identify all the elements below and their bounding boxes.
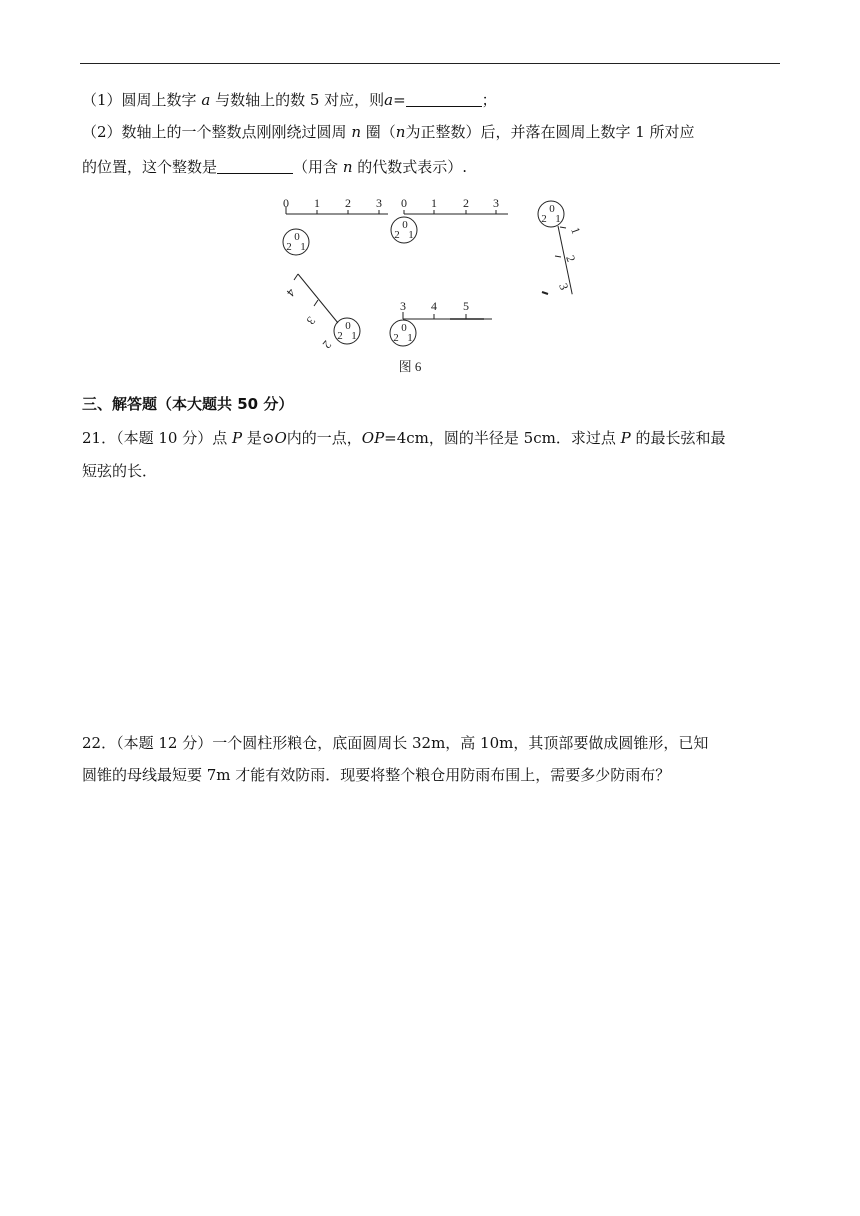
question-21-line-1 — [82, 428, 726, 448]
q2-text-pre: （2）数轴上的一个整数点刚刚绕过圆周 — [82, 123, 347, 141]
circle5-label-right: 1 — [407, 332, 413, 344]
q2-l2-text-mid: （用含 — [293, 158, 339, 176]
q21-var-p-2: P — [620, 429, 631, 447]
circle4-label-right: 1 — [351, 330, 357, 342]
q2-l2-var-n: n — [342, 158, 353, 176]
circle3-label-top: 0 — [549, 203, 555, 215]
q2-l2-text-end: 的代数式表示）. — [357, 158, 468, 176]
axis4-tick-4: 4 — [283, 285, 299, 300]
axis5-tick-3: 3 — [400, 299, 406, 313]
q2-l2-text-pre: 的位置，这个整数是 — [82, 158, 218, 176]
q21-var-op: OP — [361, 429, 385, 447]
circle1-label-top: 0 — [294, 231, 300, 243]
q21-text-end: 的最长弦和最 — [635, 429, 726, 447]
circle3-label-left: 2 — [541, 213, 547, 225]
q2-text-mid: 圈（ — [365, 123, 396, 141]
axis5-tick-4: 4 — [431, 299, 437, 313]
section-heading: 三、解答题（本大题共 50 分） — [82, 395, 294, 413]
circle5-label-top: 0 — [401, 322, 407, 334]
q21-var-o: O — [274, 429, 287, 447]
q1-var-a: a — [201, 91, 211, 109]
axis1-tick-3: 3 — [376, 196, 382, 210]
axis1-tick-2: 2 — [345, 196, 351, 210]
answer-blank-1[interactable] — [406, 91, 482, 107]
question-20-part-2-line-2 — [82, 157, 467, 177]
q21-text-mid2: 内的一点， — [286, 429, 362, 447]
question-22-line-2: 圆锥的母线最短要 7m 才能有效防雨．现要将整个粮仓用防雨布围上，需要多少防雨布？ — [82, 766, 671, 784]
q1-a-eq: a= — [384, 91, 406, 109]
question-20-part-1 — [82, 90, 497, 110]
circle3-label-right: 1 — [555, 213, 561, 225]
header-rule — [80, 63, 780, 64]
q1-text-mid: 与数轴上的数 5 对应，则 — [215, 91, 385, 109]
circle1-label-left: 2 — [286, 241, 292, 253]
q21-text-pre: 21．（本题 10 分）点 — [82, 429, 228, 447]
axis5-tick-5: 5 — [463, 299, 469, 313]
circle2-label-left: 2 — [394, 229, 400, 241]
q1-text-end: ； — [481, 91, 497, 109]
figure-caption: 图 6 — [398, 359, 422, 374]
figure-6 — [270, 190, 600, 380]
axis1-tick-0: 0 — [283, 196, 289, 210]
circle4-label-left: 2 — [337, 330, 343, 342]
q21-text-mid3: =4cm，圆的半径是 5cm．求过点 — [384, 429, 616, 447]
axis2-tick-1: 1 — [431, 196, 437, 210]
question-21-line-2: 短弦的长． — [82, 462, 158, 480]
q2-var-n: n — [351, 123, 361, 141]
axis3-tick-3: 3 — [556, 281, 572, 292]
axis3-tick-2: 2 — [563, 253, 579, 264]
axis4-tick-3: 3 — [303, 313, 319, 328]
q2-text-end: 为正整数）后，并落在圆周上数字 1 所对应 — [405, 123, 695, 141]
axis3-tick-1: 1 — [568, 225, 584, 236]
circle2-label-top: 0 — [402, 219, 408, 231]
question-22-line-1: 22．（本题 12 分）一个圆柱形粮仓，底面圆周长 32m，高 10m，其顶部要做成圆锥形，已知 — [82, 734, 709, 752]
circle4-label-top: 0 — [345, 320, 351, 332]
q21-text-mid: 是⊙ — [246, 429, 275, 447]
q2-var-n-2: n — [395, 123, 406, 141]
circle5-label-left: 2 — [393, 332, 399, 344]
q21-var-p: P — [232, 429, 243, 447]
question-20-part-2-line-1 — [82, 122, 695, 142]
circle1-label-right: 1 — [300, 241, 306, 253]
axis2-tick-2: 2 — [463, 196, 469, 210]
axis2-tick-0: 0 — [401, 196, 407, 210]
answer-blank-2[interactable] — [217, 158, 293, 174]
number-line-4 — [298, 274, 338, 323]
axis2-tick-3: 3 — [493, 196, 499, 210]
axis4-tick-2: 2 — [319, 337, 335, 352]
circle2-label-right: 1 — [408, 229, 414, 241]
axis1-tick-1: 1 — [314, 196, 320, 210]
q1-text-pre: （1）圆周上数字 — [82, 91, 197, 109]
